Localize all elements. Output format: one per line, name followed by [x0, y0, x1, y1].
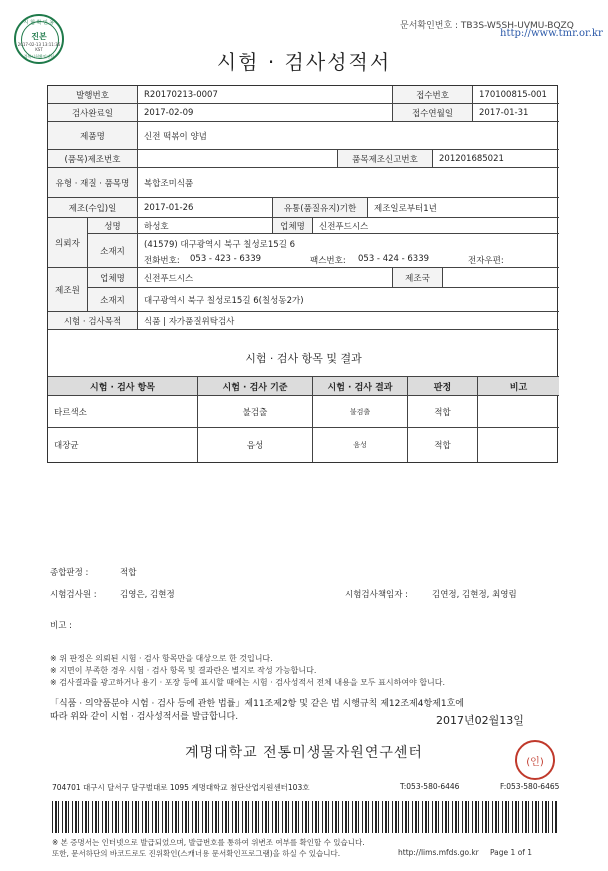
issue-date: 2017년02월13일 — [436, 714, 524, 727]
official-stamp: (인) — [515, 740, 555, 780]
table-row-judgment: 적합 — [408, 428, 478, 462]
note-3: ※ 검사결과를 광고하거나 용기 · 포장 등에 표시할 때에는 시험 · 검사성적서 전체 내용을 모두 표시하여야 합니다. — [50, 678, 446, 687]
footer-site-link[interactable]: http://lims.mfds.go.kr — [398, 848, 479, 857]
mfg-no-label: (품목)제조번호 — [48, 150, 138, 168]
tester-label: 시험검사원 : — [50, 590, 97, 600]
report-no-value: 201201685021 — [433, 150, 559, 168]
country-value — [443, 268, 559, 288]
organization-fax: F:053-580-6465 — [500, 782, 560, 791]
issue-no-value: R20170213-0007 — [138, 86, 393, 104]
results-header-remark: 비고 — [478, 376, 559, 396]
organization-tel: T:053-580-6446 — [400, 782, 460, 791]
client-address-value: (41579) 대구광역시 북구 칠성로15길 6 — [144, 240, 296, 250]
client-email-label: 전자우편: — [468, 256, 504, 266]
manager-label: 시험검사책임자 : — [345, 590, 409, 600]
type-label: 유형 · 재질 · 품목명 — [48, 168, 138, 198]
client-label: 의뢰자 — [48, 218, 88, 268]
results-header-result: 시험 · 검사 결과 — [313, 376, 408, 396]
issue-no-label: 발행번호 — [48, 86, 138, 104]
verification-barcode — [52, 801, 558, 833]
table-row-judgment: 적합 — [408, 396, 478, 428]
seal-date: 2017-02-13 13:11:36 KST — [17, 42, 61, 52]
results-header-standard: 시험 · 검사 기준 — [198, 376, 313, 396]
client-name-value: 하성호 — [138, 218, 273, 234]
complete-date-value: 2017-02-09 — [138, 104, 393, 122]
results-title: 시험 · 검사 항목 및 결과 — [245, 352, 362, 365]
table-row-item: 타르색소 — [48, 396, 198, 428]
page-number: Page 1 of 1 — [490, 848, 533, 857]
mfg-date-value: 2017-01-26 — [138, 198, 273, 218]
type-value: 복합조미식품 — [138, 168, 559, 198]
table-row-result: 음성 — [313, 428, 408, 462]
law-statement-2: 따라 위와 같이 시험 · 검사성적서를 발급합니다. — [50, 712, 239, 722]
client-fax-value: 053 - 424 - 6339 — [358, 254, 430, 264]
mfg-no-value — [138, 150, 338, 168]
document-confirmation-number: 문서확인번호 : TB3S-W5SH-UVMU-BQZQ — [400, 21, 574, 31]
seal-main-text: 진본 — [31, 32, 47, 41]
maker-company-label: 업체명 — [88, 268, 138, 288]
footer-line-1: ※ 본 증명서는 인터넷으로 발급되었으며, 발급번호를 통하여 위변조 여부를 확인할 수 있습니다. — [52, 838, 365, 847]
table-row-standard: 불검출 — [198, 396, 313, 428]
report-table — [47, 85, 558, 463]
client-fax-label: 팩스번호: — [310, 256, 346, 266]
results-header-item: 시험 · 검사 항목 — [48, 376, 198, 396]
results-header-judgment: 판정 — [408, 376, 478, 396]
table-row-result: 불검출 — [313, 396, 408, 428]
receipt-date-value: 2017-01-31 — [473, 104, 559, 122]
maker-label: 제조원 — [48, 268, 88, 312]
maker-address-value: 대구광역시 북구 칠성로15길 6(칠성동2가) — [138, 288, 559, 312]
product-value: 신전 떡볶이 양념 — [138, 122, 559, 150]
client-phone-label: 전화번호: — [144, 256, 180, 266]
receipt-no-label: 접수번호 — [393, 86, 473, 104]
client-phone-value: 053 - 423 - 6339 — [190, 254, 262, 264]
client-company-label: 업체명 — [273, 218, 313, 234]
header-url[interactable]: http://www.tmr.or.kr — [500, 28, 603, 39]
client-name-label: 성명 — [88, 218, 138, 234]
report-no-label: 품목제조신고번호 — [338, 150, 433, 168]
product-label: 제품명 — [48, 122, 138, 150]
seal-top-text: 시 험 확 인 용 — [23, 20, 55, 26]
purpose-label: 시험 · 검사목적 — [48, 312, 138, 330]
country-label: 제조국 — [393, 268, 443, 288]
tester-value: 김영은, 김현정 — [120, 590, 175, 600]
receipt-date-label: 접수연월일 — [393, 104, 473, 122]
manager-value: 김연정, 김현정, 최영림 — [432, 590, 517, 600]
client-company-value: 신전푸드시스 — [313, 218, 559, 234]
table-row-item: 대장균 — [48, 428, 198, 462]
remark-label: 비고 : — [50, 621, 72, 631]
maker-address-label: 소재지 — [88, 288, 138, 312]
note-1: ※ 위 판정은 의뢰된 시험 · 검사 항목만을 대상으로 한 것입니다. — [50, 654, 273, 663]
law-statement-1: 「식품 · 의약품분야 시험 · 검사 등에 관한 법률」제11조제2항 및 같은 법 시행규칙 제12조제4항제1호에 — [50, 699, 464, 709]
organization-name: 계명대학교 전통미생물자원연구센터 — [185, 745, 423, 761]
table-row-remark — [478, 396, 559, 428]
verdict-value: 적합 — [120, 568, 137, 578]
organization-address: 704701 대구시 달서구 달구벌대로 1095 계명대학교 첨단산업지원센터103호 — [52, 783, 310, 792]
expiry-label: 유통(품질유지)기한 — [273, 198, 368, 218]
verdict-label: 종합판정 : — [50, 568, 89, 578]
mfg-date-label: 제조(수입)일 — [48, 198, 138, 218]
complete-date-label: 검사완료일 — [48, 104, 138, 122]
expiry-value: 제조일로부터1년 — [368, 198, 559, 218]
table-row-remark — [478, 428, 559, 462]
purpose-value: 식품 | 자가품질위탁검사 — [138, 312, 559, 330]
seal-bottom-text: 경북시험확인센터 — [23, 54, 55, 59]
maker-company-value: 신전푸드시스 — [138, 268, 393, 288]
table-row-standard: 음성 — [198, 428, 313, 462]
page-title: 시험 · 검사성적서 — [216, 50, 392, 74]
client-address-block — [138, 234, 559, 268]
note-2: ※ 지면이 부족한 경우 시험 · 검사 항목 및 결과란은 별지로 작성 가능합니다. — [50, 666, 317, 675]
client-address-label: 소재지 — [88, 234, 138, 268]
receipt-no-value: 170100815-001 — [473, 86, 559, 104]
footer-line-2: 또한, 문서하단의 바코드로도 진위확인(스캐너용 문서확인프로그램)을 하실 수 있습니다. — [52, 849, 341, 858]
